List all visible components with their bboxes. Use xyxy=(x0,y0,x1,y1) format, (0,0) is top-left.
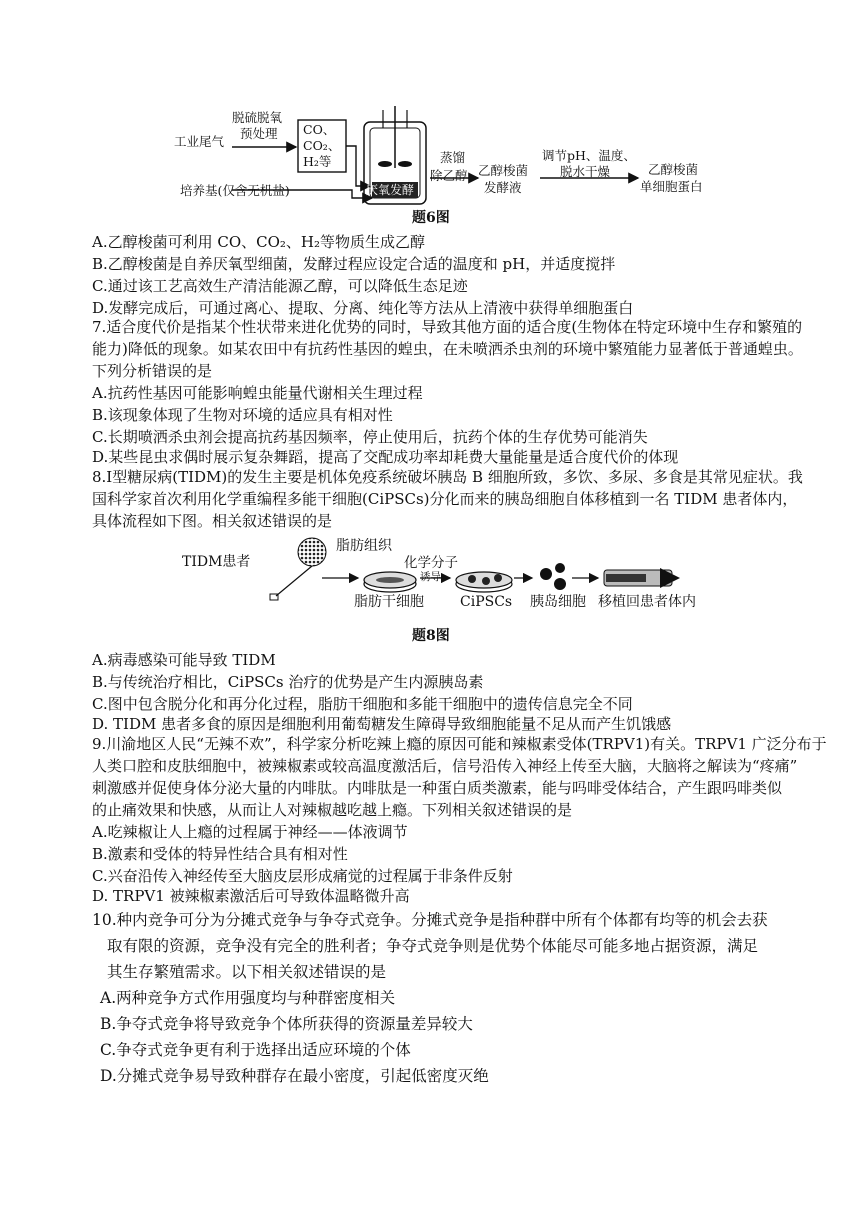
fig8-caption: 题8图 xyxy=(412,628,450,644)
q7-stem-line1: 7.适合度代价是指某个性状带来进化优势的同时，导致其他方面的适合度(生物体在特定环境中生存和繁殖的 xyxy=(92,318,803,336)
q8-option-a: A.病毒感染可能导致 TIDM xyxy=(92,651,276,669)
q10-option-a: A.两种竞争方式作用强度均与种群密度相关 xyxy=(100,989,396,1007)
q9-stem-line2: 人类口腔和皮肤细胞中，被辣椒素或较高温度激活后，信号沿传入神经上传至大脑，大脑将之解读为“疼痛” xyxy=(92,757,798,775)
fig6-label-distill2: 除乙醇 xyxy=(430,168,468,183)
q7-option-a: A.抗药性基因可能影响蝗虫能量代谢相关生理过程 xyxy=(92,384,423,402)
fig8-label-induce: 诱导 xyxy=(420,571,441,583)
fig6-label-adjust2: 脱水干燥 xyxy=(560,164,611,179)
fig6-label-medium: 培养基(仅含无机盐) xyxy=(180,183,290,198)
fig8-extraction-line xyxy=(276,566,312,596)
q10-option-d: D.分摊式竞争易导致种群存在最小密度，引起低密度灭绝 xyxy=(100,1067,489,1085)
fig6-label-tank: 厌氧发酵 xyxy=(366,183,415,197)
q7-option-b: B.该现象体现了生物对环境的适应具有相对性 xyxy=(92,406,393,424)
fig8-dish-fatstem xyxy=(364,572,416,592)
q8-stem-line3: 具体流程如下图。相关叙述错误的是 xyxy=(92,512,333,530)
fig6-box-line2: CO₂、 xyxy=(303,138,341,153)
q9-stem-line4: 的止痛效果和快感，从而让人对辣椒越吃越上瘾。下列相关叙述错误的是 xyxy=(92,801,573,819)
q7-stem-line2: 能力)降低的现象。如某农田中有抗药性基因的蝗虫，在未喷洒杀虫剂的环境中繁殖能力显著低于普通蝗虫。 xyxy=(92,340,803,358)
fig6-label-broth2: 发酵液 xyxy=(484,180,522,195)
q10-stem-line1: 10.种内竞争可分为分摊式竞争与争夺式竞争。分摊式竞争是指种群中所有个体都有均等的机会去获 xyxy=(92,911,768,929)
fig6-label-gas: 工业尾气 xyxy=(174,134,225,149)
fig6-box-line3: H₂等 xyxy=(303,154,332,169)
q8-option-d: D. TIDM 患者多食的原因是细胞利用葡萄糖发生障碍导致细胞能量不足从而产生饥饿感 xyxy=(92,715,672,733)
q6-option-d: D.发酵完成后，可通过离心、提取、分离、纯化等方法从上清液中获得单细胞蛋白 xyxy=(92,299,634,317)
q8-option-b: B.与传统治疗相比，CiPSCs 治疗的优势是产生内源胰岛素 xyxy=(92,673,484,691)
q7-option-d: D.某些昆虫求偶时展示复杂舞蹈，提高了交配成功率却耗费大量能量是适合度代价的体现 xyxy=(92,448,679,466)
fig6-caption: 题6图 xyxy=(412,210,450,226)
fig8-label-fatstem: 脂肪干细胞 xyxy=(354,594,424,610)
fig8-label-fat: 脂肪组织 xyxy=(336,538,392,554)
q9-option-d: D. TRPV1 被辣椒素激活后可导致体温略微升高 xyxy=(92,887,410,905)
fig6-box-line1: CO、 xyxy=(303,122,336,137)
fig6-label-distill1: 蒸馏 xyxy=(440,150,466,165)
q10-option-c: C.争夺式竞争更有利于选择出适应环境的个体 xyxy=(100,1041,411,1059)
fig8-transplant-icon xyxy=(604,568,680,588)
fig6-label-product2: 单细胞蛋白 xyxy=(640,179,703,194)
fig8-dish-cipsc xyxy=(456,572,512,592)
q8-stem-line1: 8.Ⅰ型糖尿病(TIDM)的发生主要是机体免疫系统破坏胰岛 B 细胞所致，多饮、多尿、多食是其常见症状。我 xyxy=(92,468,803,486)
q8-option-c: C.图中包含脱分化和再分化过程，脂肪干细胞和多能干细胞中的遗传信息完全不同 xyxy=(92,695,633,713)
fig8-label-patient: TIDM患者 xyxy=(182,554,251,570)
q9-option-c: C.兴奋沿传入神经传至大脑皮层形成痛觉的过程属于非条件反射 xyxy=(92,867,513,885)
fig8-label-islet: 胰岛细胞 xyxy=(530,594,586,610)
q9-stem-line1: 9.川渝地区人民“无辣不欢”，科学家分析吃辣上瘾的原因可能和辣椒素受体(TRPV1)有关。TRPV1 广泛分布于 xyxy=(92,735,827,753)
q9-option-a: A.吃辣椒让人上瘾的过程属于神经——体液调节 xyxy=(92,823,408,841)
fig8-label-transplant: 移植回患者体内 xyxy=(598,594,696,610)
q8-stem-line2: 国科学家首次利用化学重编程多能干细胞(CiPSCs)分化而来的胰岛细胞自体移植到一名 TIDM 患者体内， xyxy=(92,490,798,508)
fig6-label-product1: 乙醇梭菌 xyxy=(648,162,699,177)
q7-option-c: C.长期喷洒杀虫剂会提高抗药基因频率，停止使用后，抗药个体的生存优势可能消失 xyxy=(92,428,648,446)
q10-stem-line2: 取有限的资源，竞争没有完全的胜利者；争夺式竞争则是优势个体能尽可能多地占据资源，满足 xyxy=(107,937,759,955)
fig8-label-chem: 化学分子 xyxy=(404,555,458,571)
fig8-islet-cells xyxy=(540,563,566,590)
q9-option-b: B.激素和受体的特异性结合具有相对性 xyxy=(92,845,348,863)
q10-option-b: B.争夺式竞争将导致竞争个体所获得的资源量差异较大 xyxy=(100,1015,473,1033)
fig8-label-cipsc: CiPSCs xyxy=(460,594,513,610)
q6-option-a: A.乙醇梭菌可利用 CO、CO₂、H₂等物质生成乙醇 xyxy=(92,233,426,251)
q9-stem-line3: 刺激感并促使身体分泌大量的内啡肽。内啡肽是一种蛋白质类激素，能与吗啡受体结合，产生跟吗啡类似 xyxy=(92,779,783,797)
q6-option-c: C.通过该工艺高效生产清洁能源乙醇，可以降低生态足迹 xyxy=(92,277,468,295)
q6-option-b: B.乙醇梭菌是自养厌氧型细菌，发酵过程应设定合适的温度和 pH，并适度搅拌 xyxy=(92,255,616,273)
q10-stem-line3: 其生存繁殖需求。以下相关叙述错误的是 xyxy=(107,963,387,981)
fig8-fat-tissue xyxy=(298,538,326,566)
fig6-label-broth1: 乙醇梭菌 xyxy=(478,163,529,178)
fig6-label-pre1: 脱硫脱氧 xyxy=(232,110,283,125)
fig6-label-pre2: 预处理 xyxy=(240,126,278,141)
fig6-label-adjust1: 调节pH、温度、 xyxy=(542,148,636,163)
q7-stem-line3: 下列分析错误的是 xyxy=(92,362,213,380)
